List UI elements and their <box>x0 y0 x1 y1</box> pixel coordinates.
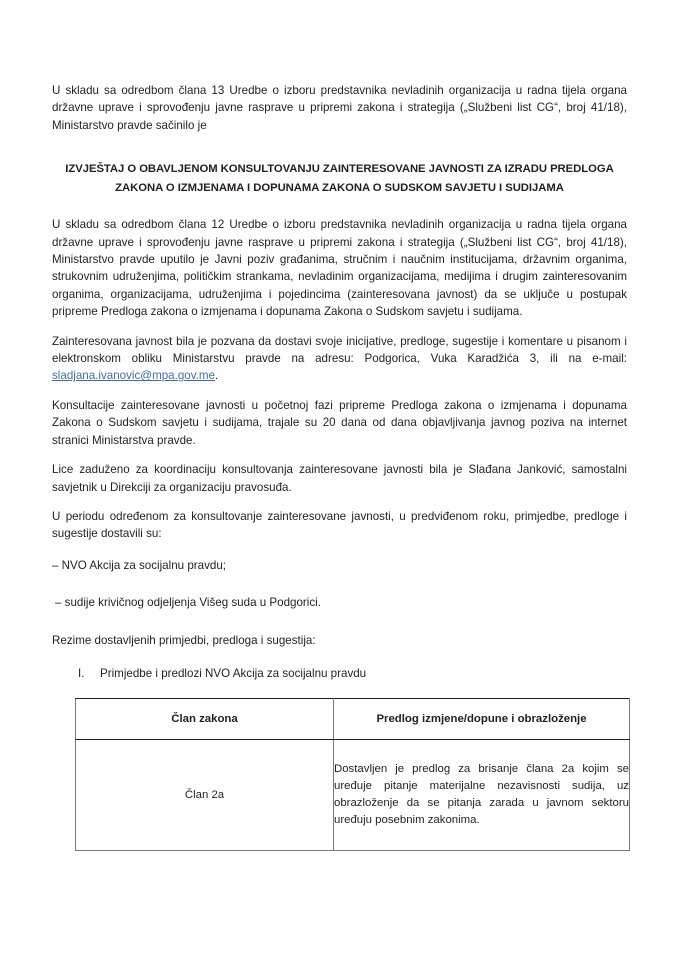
section-label: Primjedbe i predlozi NVO Akcija za socijalnu pravdu <box>100 666 367 680</box>
section-heading-i <box>52 665 627 682</box>
paragraph-contact <box>52 333 627 385</box>
cell-article: Član 2a <box>76 740 334 851</box>
column-header-proposal: Predlog izmjene/dopune i obrazloženje <box>334 699 630 740</box>
cell-proposal: Dostavljen je predlog za brisanje člana 2a kojim se uređuje pitanje materijalne nezavisnosti sudija, uz obrazloženje da se pitanja zarada u javnom sektoru uređuju posebnim zakonima. <box>334 740 630 851</box>
list-item: – NVO Akcija za socijalnu pravdu; <box>52 558 226 572</box>
paragraph-consultation-duration: Konsultacije zainteresovane javnosti u početnoj fazi pripreme Predloga zakona o izmjenama i dopunama Zakona o Sudskom savjetu i sudijama, trajale su 20 dana od dana objavljivanja javnog poziva na internet stranici Ministarstva pravde. <box>52 398 627 447</box>
list-item: – sudije krivičnog odjeljenja Višeg suda u Podgorici. <box>55 596 321 610</box>
email-link[interactable]: sladjana.ivanovic@mpa.gov.me <box>52 369 215 383</box>
intro-paragraph: U skladu sa odredbom člana 13 Uredbe o izboru predstavnika nevladinih organizacija u radna tijela organa državne uprave i sprovođenju javne rasprave u pripremi zakona i strategija („Službeni list CG“, broj 41/18), Ministarstvo pravde sačinilo je <box>52 84 627 132</box>
contact-text-before-email: Zainteresovana javnost bila je pozvana da dostavi svoje inicijative, predloge, sugestije i komentare u pisanom i elektronskom obliku Ministarstvu pravde na adresu: Podgorica, Vuka Karadžića 3, ili na e-mail: <box>52 334 627 366</box>
section-marker: I. <box>78 666 85 680</box>
table-row <box>76 740 630 851</box>
comments-table <box>75 698 630 851</box>
column-header-article: Član zakona <box>76 699 334 740</box>
paragraph-coordinator: Lice zaduženo za koordinaciju konsultovanja zainteresovane javnosti bila je Slađana Janković, samostalni savjetnik u Direkciji za organizaciju pravosuđa. <box>52 463 627 494</box>
contact-text-after-email: . <box>215 369 219 383</box>
paragraph-legal-basis: U skladu sa odredbom člana 12 Uredbe o izboru predstavnika nevladinih organizacija u radna tijela organa državne uprave i sprovođenju javne rasprave u pripremi zakona i strategija („Službeni list CG“, broj 41/18), Ministarstvo pravde uputilo je Javni poziv građanima, stručnim i naučnim institucijama, državnim organima, strukovnim udruženjima, političkim strankama, nevladinim organizacijama, medijima i drugim zainteresovanim organima, organizacijama, udruženjima i pojedincima (zainteresovana javnost) da se uključe u postupak pripreme Predloga zakona o izmjenama i dopunama Zakona o Sudskom savjetu i sudijama. <box>52 218 627 319</box>
paragraph-submitters-intro: U periodu određenom za konsultovanje zainteresovane javnosti, u predviđenom roku, primjedbe, predloge i sugestije dostavili su: <box>52 509 627 541</box>
page-title: IZVJEŠTAJ O OBAVLJENOM KONSULTOVANJU ZAINTERESOVANE JAVNOSTI ZA IZRADU PREDLOGA ZAKONA O IZMJENAMA I DOPUNAMA ZAKONA O SUDSKOM SAVJETU I SUDIJAMA <box>65 163 614 195</box>
table-header-row <box>76 699 630 740</box>
rezime-heading: Rezime dostavljenih primjedbi, predloga i sugestija: <box>52 633 316 647</box>
